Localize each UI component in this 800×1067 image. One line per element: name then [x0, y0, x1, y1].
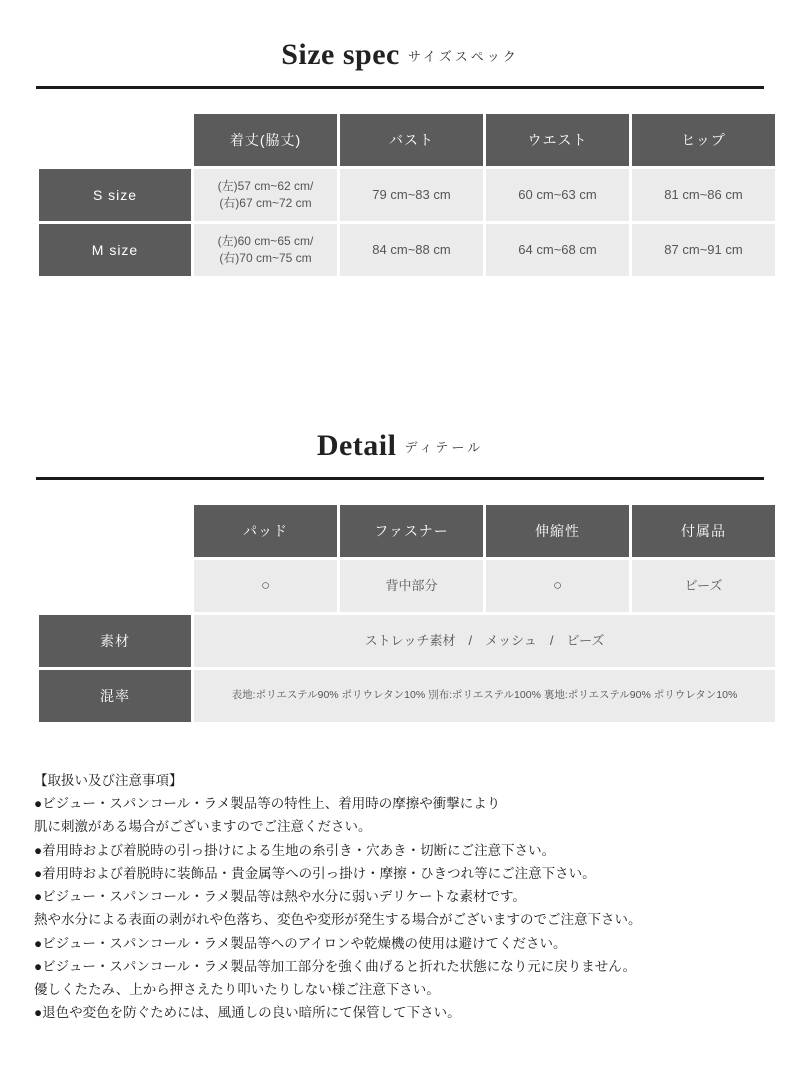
cell-pad-value: ○ — [194, 560, 337, 612]
cell-pad — [194, 560, 337, 612]
column-header-fastener — [340, 505, 483, 557]
size-spec-heading — [0, 0, 800, 72]
cell-m-bust-value: 84 cm~88 cm — [340, 224, 483, 276]
detail-corner-label — [39, 505, 191, 557]
care-note-line: 肌に刺激がある場合がございますのでご注意ください。 — [34, 819, 372, 835]
column-header-pad — [194, 505, 337, 557]
column-header-waist-label: ウエスト — [486, 114, 629, 166]
cell-accessory — [632, 560, 775, 612]
row-header-m-size-label: M size — [39, 224, 191, 276]
cell-s-waist-value: 60 cm~63 cm — [486, 169, 629, 221]
corner-label — [39, 114, 191, 166]
size-spec-table-wrap — [0, 111, 800, 279]
detail-table — [36, 502, 778, 725]
cell-m-length-line1: (左)60 cm~65 cm/ — [217, 233, 314, 248]
row-header-s-size — [39, 169, 191, 221]
cell-s-hip-value: 81 cm~86 cm — [632, 169, 775, 221]
row-header-material — [39, 615, 191, 667]
section-spacer — [0, 279, 800, 391]
detail-header-row — [39, 505, 775, 557]
care-note-line: 優しくたたみ、上から押さえたり叩いたりしない様ご注意下さい。 — [34, 981, 440, 997]
cell-material — [194, 615, 775, 667]
cell-s-length — [194, 169, 337, 221]
care-note-line: ●退色や変色を防ぐためには、風通しの良い暗所にて保管して下さい。 — [34, 1005, 461, 1021]
cell-fastener — [340, 560, 483, 612]
row-header-material-label: 素材 — [39, 615, 191, 667]
row-header-m-size — [39, 224, 191, 276]
column-header-stretch-label: 伸縮性 — [486, 505, 629, 557]
cell-m-hip — [632, 224, 775, 276]
care-note-line: ●着用時および着脱時に装飾品・貴金属等への引っ掛け・摩擦・ひきつれ等にご注意下さい。 — [34, 865, 596, 881]
column-header-waist — [486, 114, 629, 166]
cell-s-length-line1: (左)57 cm~62 cm/ — [217, 178, 314, 193]
row-header-composition-label: 混率 — [39, 670, 191, 722]
column-header-hip-label: ヒップ — [632, 114, 775, 166]
care-note-line: ●ビジュー・スパンコール・ラメ製品等の特性上、着用時の摩擦や衝撃により — [34, 796, 501, 812]
detail-row-blank — [39, 560, 191, 612]
column-header-length — [194, 114, 337, 166]
detail-divider — [36, 477, 764, 480]
cell-s-bust-value: 79 cm~83 cm — [340, 169, 483, 221]
cell-accessory-value: ビーズ — [632, 560, 775, 612]
care-notes-heading: 【取扱い及び注意事項】 — [34, 773, 183, 788]
cell-s-bust — [340, 169, 483, 221]
cell-m-length-line2: (右)70 cm~75 cm — [219, 251, 312, 265]
column-header-stretch — [486, 505, 629, 557]
size-spec-divider — [36, 86, 764, 89]
care-note-line: ●ビジュー・スパンコール・ラメ製品等加工部分を強く曲げると折れた状態になり元に戻りません。 — [34, 958, 637, 974]
cell-m-length — [194, 224, 337, 276]
care-note-line: 熱や水分による表面の剥がれや色落ち、変色や変形が発生する場合がございますのでご注意下さい。 — [34, 912, 642, 928]
column-header-length-label: 着丈(脇丈) — [194, 114, 337, 166]
column-header-pad-label: パッド — [194, 505, 337, 557]
detail-table-wrap — [0, 502, 800, 725]
column-header-bust — [340, 114, 483, 166]
care-note-line: ●着用時および着脱時の引っ掛けによる生地の糸引き・穴あき・切断にご注意下さい。 — [34, 842, 556, 858]
cell-material-value: ストレッチ素材 / メッシュ / ビーズ — [194, 615, 775, 667]
cell-m-waist-value: 64 cm~68 cm — [486, 224, 629, 276]
column-header-accessory — [632, 505, 775, 557]
cell-stretch — [486, 560, 629, 612]
size-spec-table — [36, 111, 778, 279]
column-header-hip — [632, 114, 775, 166]
size-spec-header-row — [39, 114, 775, 166]
table-row — [39, 560, 775, 612]
cell-m-waist — [486, 224, 629, 276]
cell-stretch-value: ○ — [486, 560, 629, 612]
detail-title-jp: ディテール — [404, 439, 484, 455]
cell-m-hip-value: 87 cm~91 cm — [632, 224, 775, 276]
cell-m-bust — [340, 224, 483, 276]
detail-title-en: Detail — [316, 429, 397, 462]
care-note-line: ●ビジュー・スパンコール・ラメ製品等は熱や水分に弱いデリケートな素材です。 — [34, 889, 526, 905]
cell-m-length-value — [194, 224, 337, 276]
care-note-line: ●ビジュー・スパンコール・ラメ製品等へのアイロンや乾燥機の使用は避けてください。 — [34, 935, 567, 951]
care-notes — [0, 769, 800, 1024]
table-row — [39, 169, 775, 221]
cell-composition — [194, 670, 775, 722]
column-header-bust-label: バスト — [340, 114, 483, 166]
size-spec-title-jp: サイズスペック — [407, 48, 519, 64]
cell-s-length-value — [194, 169, 337, 221]
row-header-composition — [39, 670, 191, 722]
detail-corner-cell — [39, 505, 191, 557]
detail-heading — [0, 391, 800, 463]
cell-s-hip — [632, 169, 775, 221]
table-corner-cell — [39, 114, 191, 166]
table-row — [39, 615, 775, 667]
table-row — [39, 224, 775, 276]
column-header-fastener-label: ファスナー — [340, 505, 483, 557]
cell-fastener-value: 背中部分 — [340, 560, 483, 612]
column-header-accessory-label: 付属品 — [632, 505, 775, 557]
table-row — [39, 670, 775, 722]
size-spec-title-en: Size spec — [281, 38, 400, 71]
cell-s-length-line2: (右)67 cm~72 cm — [219, 196, 312, 210]
cell-composition-value: 表地:ポリエステル90% ポリウレタン10% 別布:ポリエステル100% 裏地:ポリエステル90% ポリウレタン10% — [194, 670, 775, 722]
row-header-s-size-label: S size — [39, 169, 191, 221]
cell-s-waist — [486, 169, 629, 221]
